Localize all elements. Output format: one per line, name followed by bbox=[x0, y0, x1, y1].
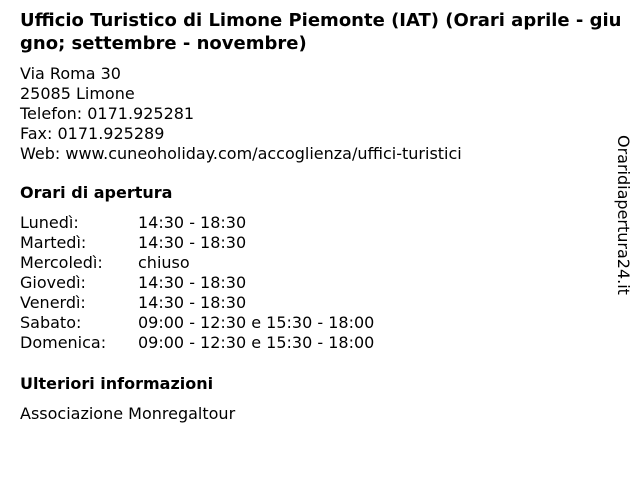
hours-value: 09:00 - 12:30 e 15:30 - 18:00 bbox=[138, 313, 375, 332]
opening-hours-table bbox=[20, 213, 374, 353]
day-label: Domenica: bbox=[20, 333, 107, 352]
watermark-text: Oraridiapertura24.it bbox=[614, 135, 633, 295]
day-label: Sabato: bbox=[20, 313, 82, 332]
hours-row-tuesday bbox=[20, 233, 374, 253]
hours-value: 14:30 - 18:30 bbox=[138, 293, 247, 312]
address-street: Via Roma 30 bbox=[20, 64, 121, 83]
hours-row-saturday bbox=[20, 313, 374, 333]
hours-value: 14:30 - 18:30 bbox=[138, 213, 247, 232]
site-watermark bbox=[612, 135, 634, 310]
day-label: Mercoledì: bbox=[20, 253, 103, 272]
address-block bbox=[20, 64, 462, 164]
hours-row-sunday bbox=[20, 333, 374, 353]
hours-row-thursday bbox=[20, 273, 374, 293]
day-label: Martedì: bbox=[20, 233, 87, 252]
hours-row-friday bbox=[20, 293, 374, 313]
hours-value: 09:00 - 12:30 e 15:30 - 18:00 bbox=[138, 333, 375, 352]
hours-value: chiuso bbox=[138, 253, 190, 272]
hours-value: 14:30 - 18:30 bbox=[138, 233, 247, 252]
day-label: Venerdì: bbox=[20, 293, 86, 312]
hours-row-wednesday bbox=[20, 253, 374, 273]
opening-hours-heading: Orari di apertura bbox=[20, 183, 173, 202]
page-title: Ufficio Turistico di Limone Piemonte (IAT) (Orari aprile - giugno; settembre - novembre) bbox=[20, 10, 622, 54]
day-label: Lunedì: bbox=[20, 213, 79, 232]
more-info-text: Associazione Monregaltour bbox=[20, 404, 236, 423]
hours-row-monday bbox=[20, 213, 374, 233]
website-link: Web: www.cuneoholiday.com/accoglienza/uffici-turistici bbox=[20, 144, 462, 163]
more-info-heading: Ulteriori informazioni bbox=[20, 374, 214, 393]
hours-value: 14:30 - 18:30 bbox=[138, 273, 247, 292]
address-city: 25085 Limone bbox=[20, 84, 135, 103]
day-label: Giovedì: bbox=[20, 273, 86, 292]
fax-number: Fax: 0171.925289 bbox=[20, 124, 165, 143]
phone-number: Telefon: 0171.925281 bbox=[20, 104, 195, 123]
